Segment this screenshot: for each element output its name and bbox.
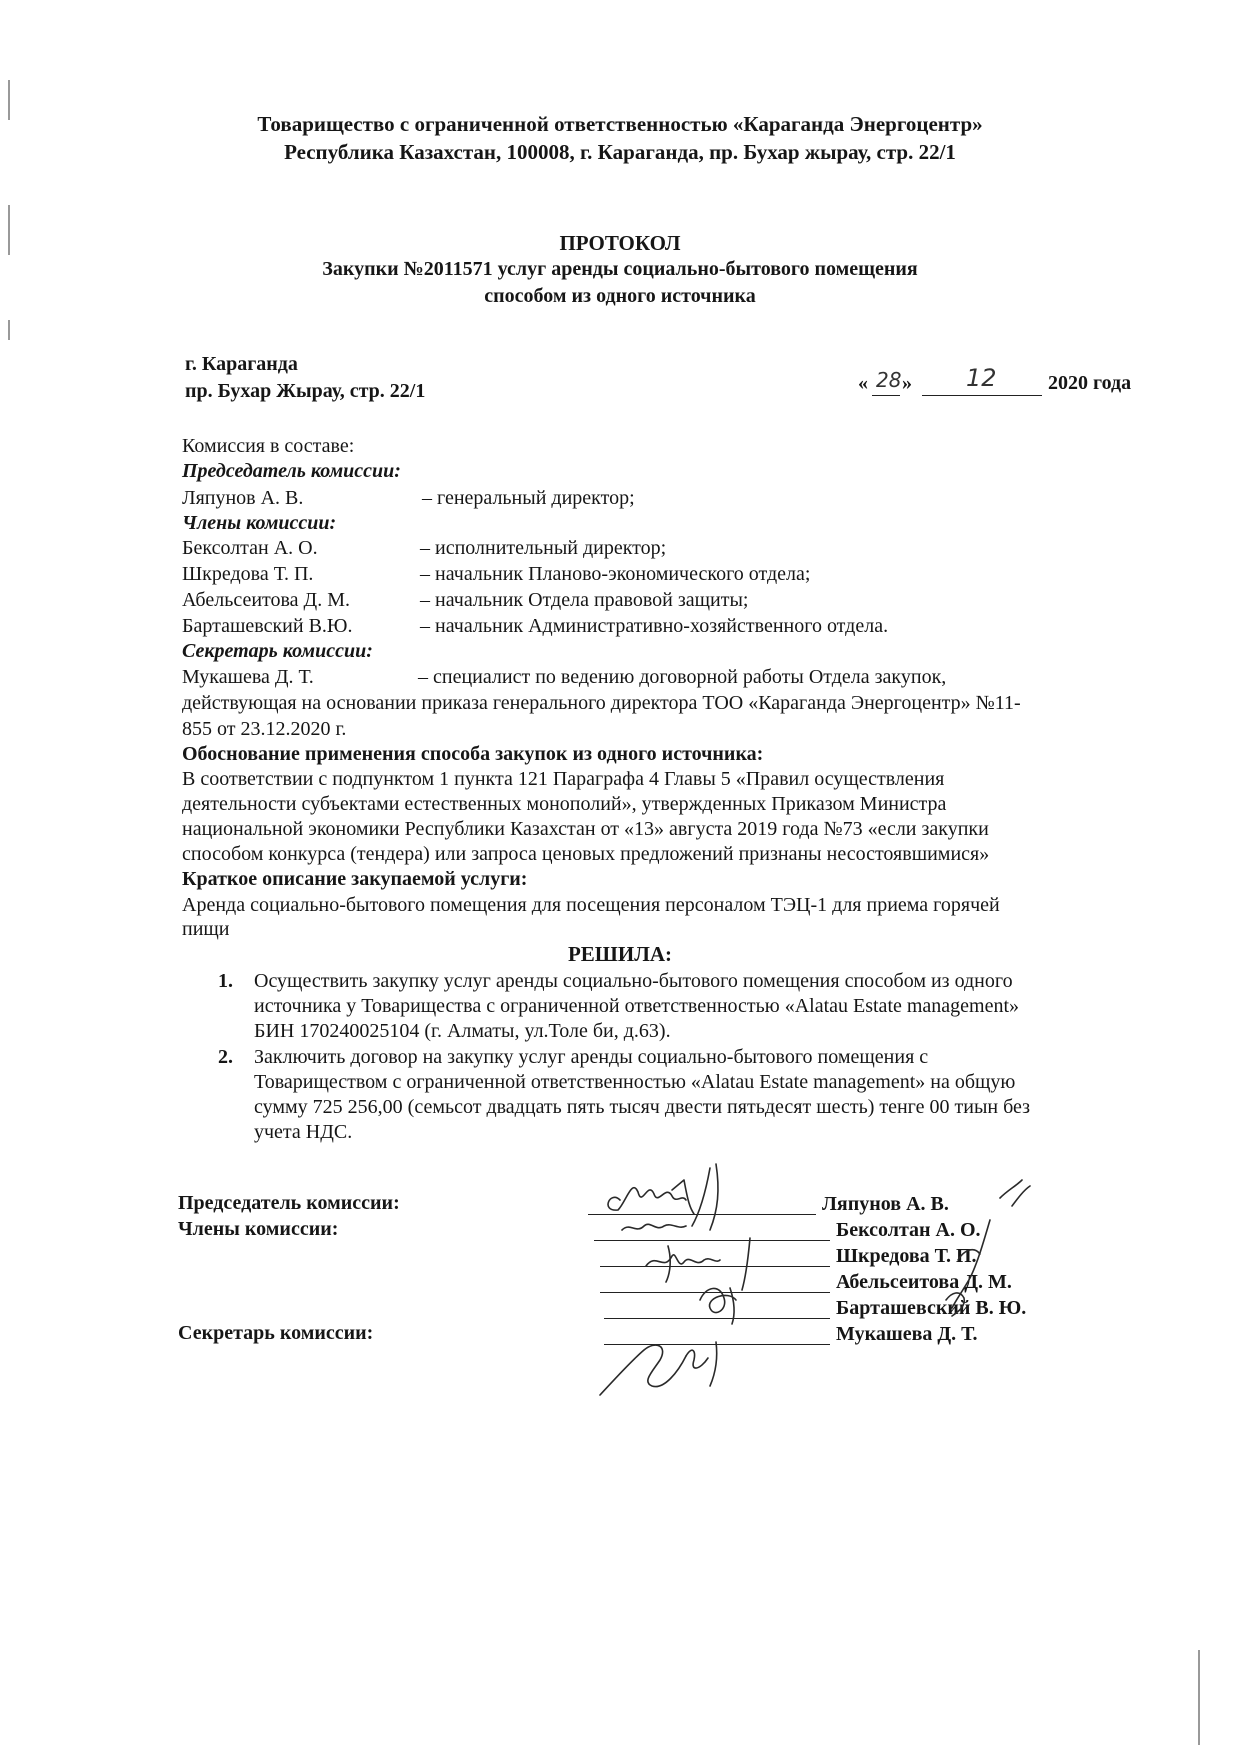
place-city: г. Караганда (185, 353, 298, 375)
handwritten-signatures (560, 1150, 1100, 1420)
date-day-line (872, 395, 900, 396)
decision-item-line: БИН 170240025104 (г. Алматы, ул.Толе би, д.63). (254, 1020, 671, 1042)
chair-heading: Председатель комиссии: (182, 460, 401, 482)
secretary-role: – специалист по ведению договорной работы Отдела закупок, (418, 666, 947, 688)
date-day-handwritten: 28 (876, 368, 902, 392)
date-open-quote: « (858, 372, 868, 394)
signatory-name: Ляпунов А. В. (822, 1193, 949, 1215)
commission-intro: Комиссия в составе: (182, 435, 355, 457)
signatory-name: Шкредова Т. П. (836, 1245, 977, 1267)
chair-role: – генеральный директор; (422, 487, 635, 509)
signatory-name: Барташевский В. Ю. (836, 1297, 1027, 1319)
decision-item-number: 1. (218, 970, 233, 992)
date-month-line (922, 395, 1042, 396)
member-role: – исполнительный директор; (420, 537, 667, 559)
signatory-name: Бексолтан А. О. (836, 1219, 981, 1241)
protocol-subtitle-line-2: способом из одного источника (484, 285, 756, 307)
scan-mark (8, 320, 10, 340)
justification-line: национальной экономики Республики Казахстан от «13» августа 2019 года №73 «если закупки (182, 818, 989, 840)
protocol-date (858, 364, 1143, 400)
signature-chair-label: Председатель комиссии: (178, 1192, 400, 1214)
protocol-subtitle-line-1: Закупки №2011571 услуг аренды социально-бытового помещения (322, 258, 918, 280)
members-heading: Члены комиссии: (182, 512, 337, 534)
decision-item-line: сумму 725 256,00 (семьсот двадцать пять тысяч двести пятьдесят шесть) тенге 00 тиын без (254, 1096, 1031, 1118)
date-close-quote: » (902, 372, 912, 394)
org-name: Товарищество с ограниченной ответственностью «Караганда Энергоцентр» (257, 112, 983, 136)
service-heading: Краткое описание закупаемой услуги: (182, 868, 528, 890)
decision-item-line: Осуществить закупку услуг аренды социально-бытового помещения способом из одного (254, 970, 1013, 992)
decision-item-line: Товариществом с ограниченной ответственностью «Alatau Estate management» на общую (254, 1071, 1016, 1093)
member-name: Шкредова Т. П. (182, 563, 314, 585)
signatory-name: Абельсеитова Д. М. (836, 1271, 1012, 1293)
secretary-note-line-2: 855 от 23.12.2020 г. (182, 718, 347, 740)
signature-secretary-label: Секретарь комиссии: (178, 1322, 374, 1344)
date-month-handwritten: 12 (966, 364, 997, 392)
chair-name: Ляпунов А. В. (182, 487, 304, 509)
decision-heading: РЕШИЛА: (567, 942, 673, 966)
member-role: – начальник Административно-хозяйственного отдела. (420, 615, 889, 637)
secretary-heading: Секретарь комиссии: (182, 640, 373, 662)
org-address: Республика Казахстан, 100008, г. Караганда, пр. Бухар жырау, стр. 22/1 (284, 140, 956, 164)
justification-line: способом конкурса (тендера) или запроса ценовых предложений признаны несостоявшимися» (182, 843, 990, 865)
justification-line: деятельности субъектами естественных монополий», утвержденных Приказом Министра (182, 793, 947, 815)
secretary-name: Мукашева Д. Т. (182, 666, 314, 688)
decision-item-line: учета НДС. (254, 1121, 353, 1143)
protocol-title: ПРОТОКОЛ (559, 231, 681, 255)
justification-line: В соответствии с подпунктом 1 пункта 121 Параграфа 4 Главы 5 «Правил осуществления (182, 768, 945, 790)
decision-item-number: 2. (218, 1046, 233, 1068)
member-role: – начальник Планово-экономического отдела; (420, 563, 811, 585)
decision-item-line: источника у Товарищества с ограниченной ответственностью «Alatau Estate management» (254, 995, 1020, 1017)
place-street: пр. Бухар Жырау, стр. 22/1 (185, 380, 426, 402)
secretary-note-line-1: действующая на основании приказа генерального директора ТОО «Караганда Энергоцентр» №11- (182, 692, 1021, 714)
member-name: Абельсеитова Д. М. (182, 589, 350, 611)
date-year: 2020 года (1048, 372, 1132, 394)
member-name: Барташевский В.Ю. (182, 615, 353, 637)
justification-heading: Обоснование применения способа закупок из одного источника: (182, 743, 764, 765)
member-name: Бексолтан А. О. (182, 537, 318, 559)
member-role: – начальник Отдела правовой защиты; (420, 589, 749, 611)
scan-mark (1198, 1650, 1200, 1745)
service-line: Аренда социально-бытового помещения для посещения персоналом ТЭЦ-1 для приема горячей (182, 894, 1000, 916)
decision-item-line: Заключить договор на закупку услуг аренды социально-бытового помещения с (254, 1046, 929, 1068)
service-line: пищи (182, 918, 230, 940)
signature-members-label: Члены комиссии: (178, 1218, 339, 1240)
signatory-name: Мукашева Д. Т. (836, 1323, 978, 1345)
